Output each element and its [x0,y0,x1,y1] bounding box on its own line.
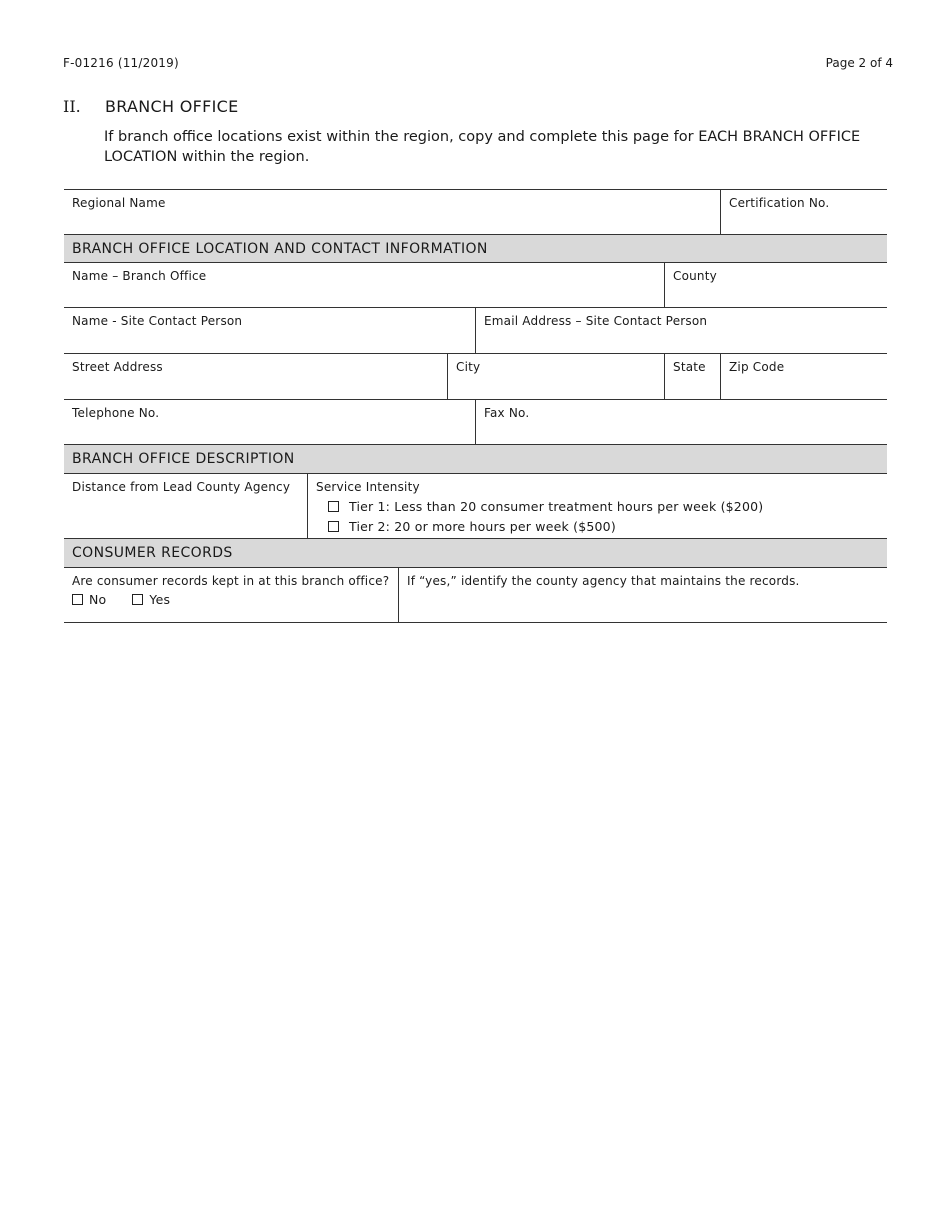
site-contact-email-label: Email Address – Site Contact Person [484,314,708,328]
distance-label: Distance from Lead County Agency [72,480,291,494]
tier1-checkbox[interactable] [328,501,339,512]
service-intensity-group [307,474,887,538]
zip-code-field[interactable] [720,354,887,399]
fax-field[interactable] [475,400,887,444]
consumer-records-band: CONSUMER RECORDS [64,539,887,568]
records-no-label: No [89,592,107,607]
certification-no-field[interactable] [720,190,887,234]
site-contact-name-label: Name - Site Contact Person [72,314,243,328]
tier1-label: Tier 1: Less than 20 consumer treatment hours per week ($200) [349,499,764,514]
records-no-checkbox[interactable] [72,594,83,605]
records-yes-label: Yes [149,592,171,607]
regional-row [64,189,887,235]
form-id: F-01216 (11/2019) [63,56,179,70]
tier1-option[interactable] [328,499,879,514]
location-contact-band: BRANCH OFFICE LOCATION AND CONTACT INFORMATION [64,235,887,263]
tier2-option[interactable] [328,519,879,534]
address-row [64,354,887,400]
tier2-checkbox[interactable] [328,521,339,532]
site-contact-email-field[interactable] [475,308,887,353]
regional-name-field[interactable] [64,190,720,234]
records-agency-field[interactable] [398,568,887,622]
zip-code-label: Zip Code [729,360,785,374]
page-number: Page 2 of 4 [825,56,893,70]
county-field[interactable] [664,263,887,307]
state-field[interactable] [664,354,720,399]
section-number: II. [63,97,81,116]
service-intensity-label: Service Intensity [316,480,420,494]
branch-office-name-field[interactable] [64,263,664,307]
phone-row [64,400,887,445]
branch-name-row [64,263,887,308]
records-yes-no [72,592,390,607]
certification-no-label: Certification No. [729,196,830,210]
city-field[interactable] [447,354,664,399]
records-row [64,568,887,623]
state-label: State [673,360,706,374]
description-row [64,474,887,539]
records-agency-label: If “yes,” identify the county agency that maintains the records. [407,574,800,588]
regional-name-label: Regional Name [72,196,166,210]
street-address-label: Street Address [72,360,163,374]
fax-label: Fax No. [484,406,530,420]
records-question-label: Are consumer records kept in at this branch office? [72,574,390,588]
distance-field[interactable] [64,474,307,538]
site-contact-name-field[interactable] [64,308,475,353]
records-question-group [64,568,398,622]
contact-row [64,308,887,354]
tier2-label: Tier 2: 20 or more hours per week ($500) [349,519,616,534]
records-no-option[interactable] [72,592,106,607]
records-yes-checkbox[interactable] [132,594,143,605]
telephone-label: Telephone No. [72,406,160,420]
section-title: BRANCH OFFICE [105,97,239,116]
county-label: County [673,269,717,283]
records-yes-option[interactable] [132,592,170,607]
branch-office-form [64,189,887,623]
description-band: BRANCH OFFICE DESCRIPTION [64,445,887,474]
street-address-field[interactable] [64,354,447,399]
branch-office-name-label: Name – Branch Office [72,269,207,283]
section-intro: If branch office locations exist within the region, copy and complete this page for EACH BRANCH OFFICE LOCATION within the region. [104,129,861,165]
city-label: City [456,360,481,374]
telephone-field[interactable] [64,400,475,444]
